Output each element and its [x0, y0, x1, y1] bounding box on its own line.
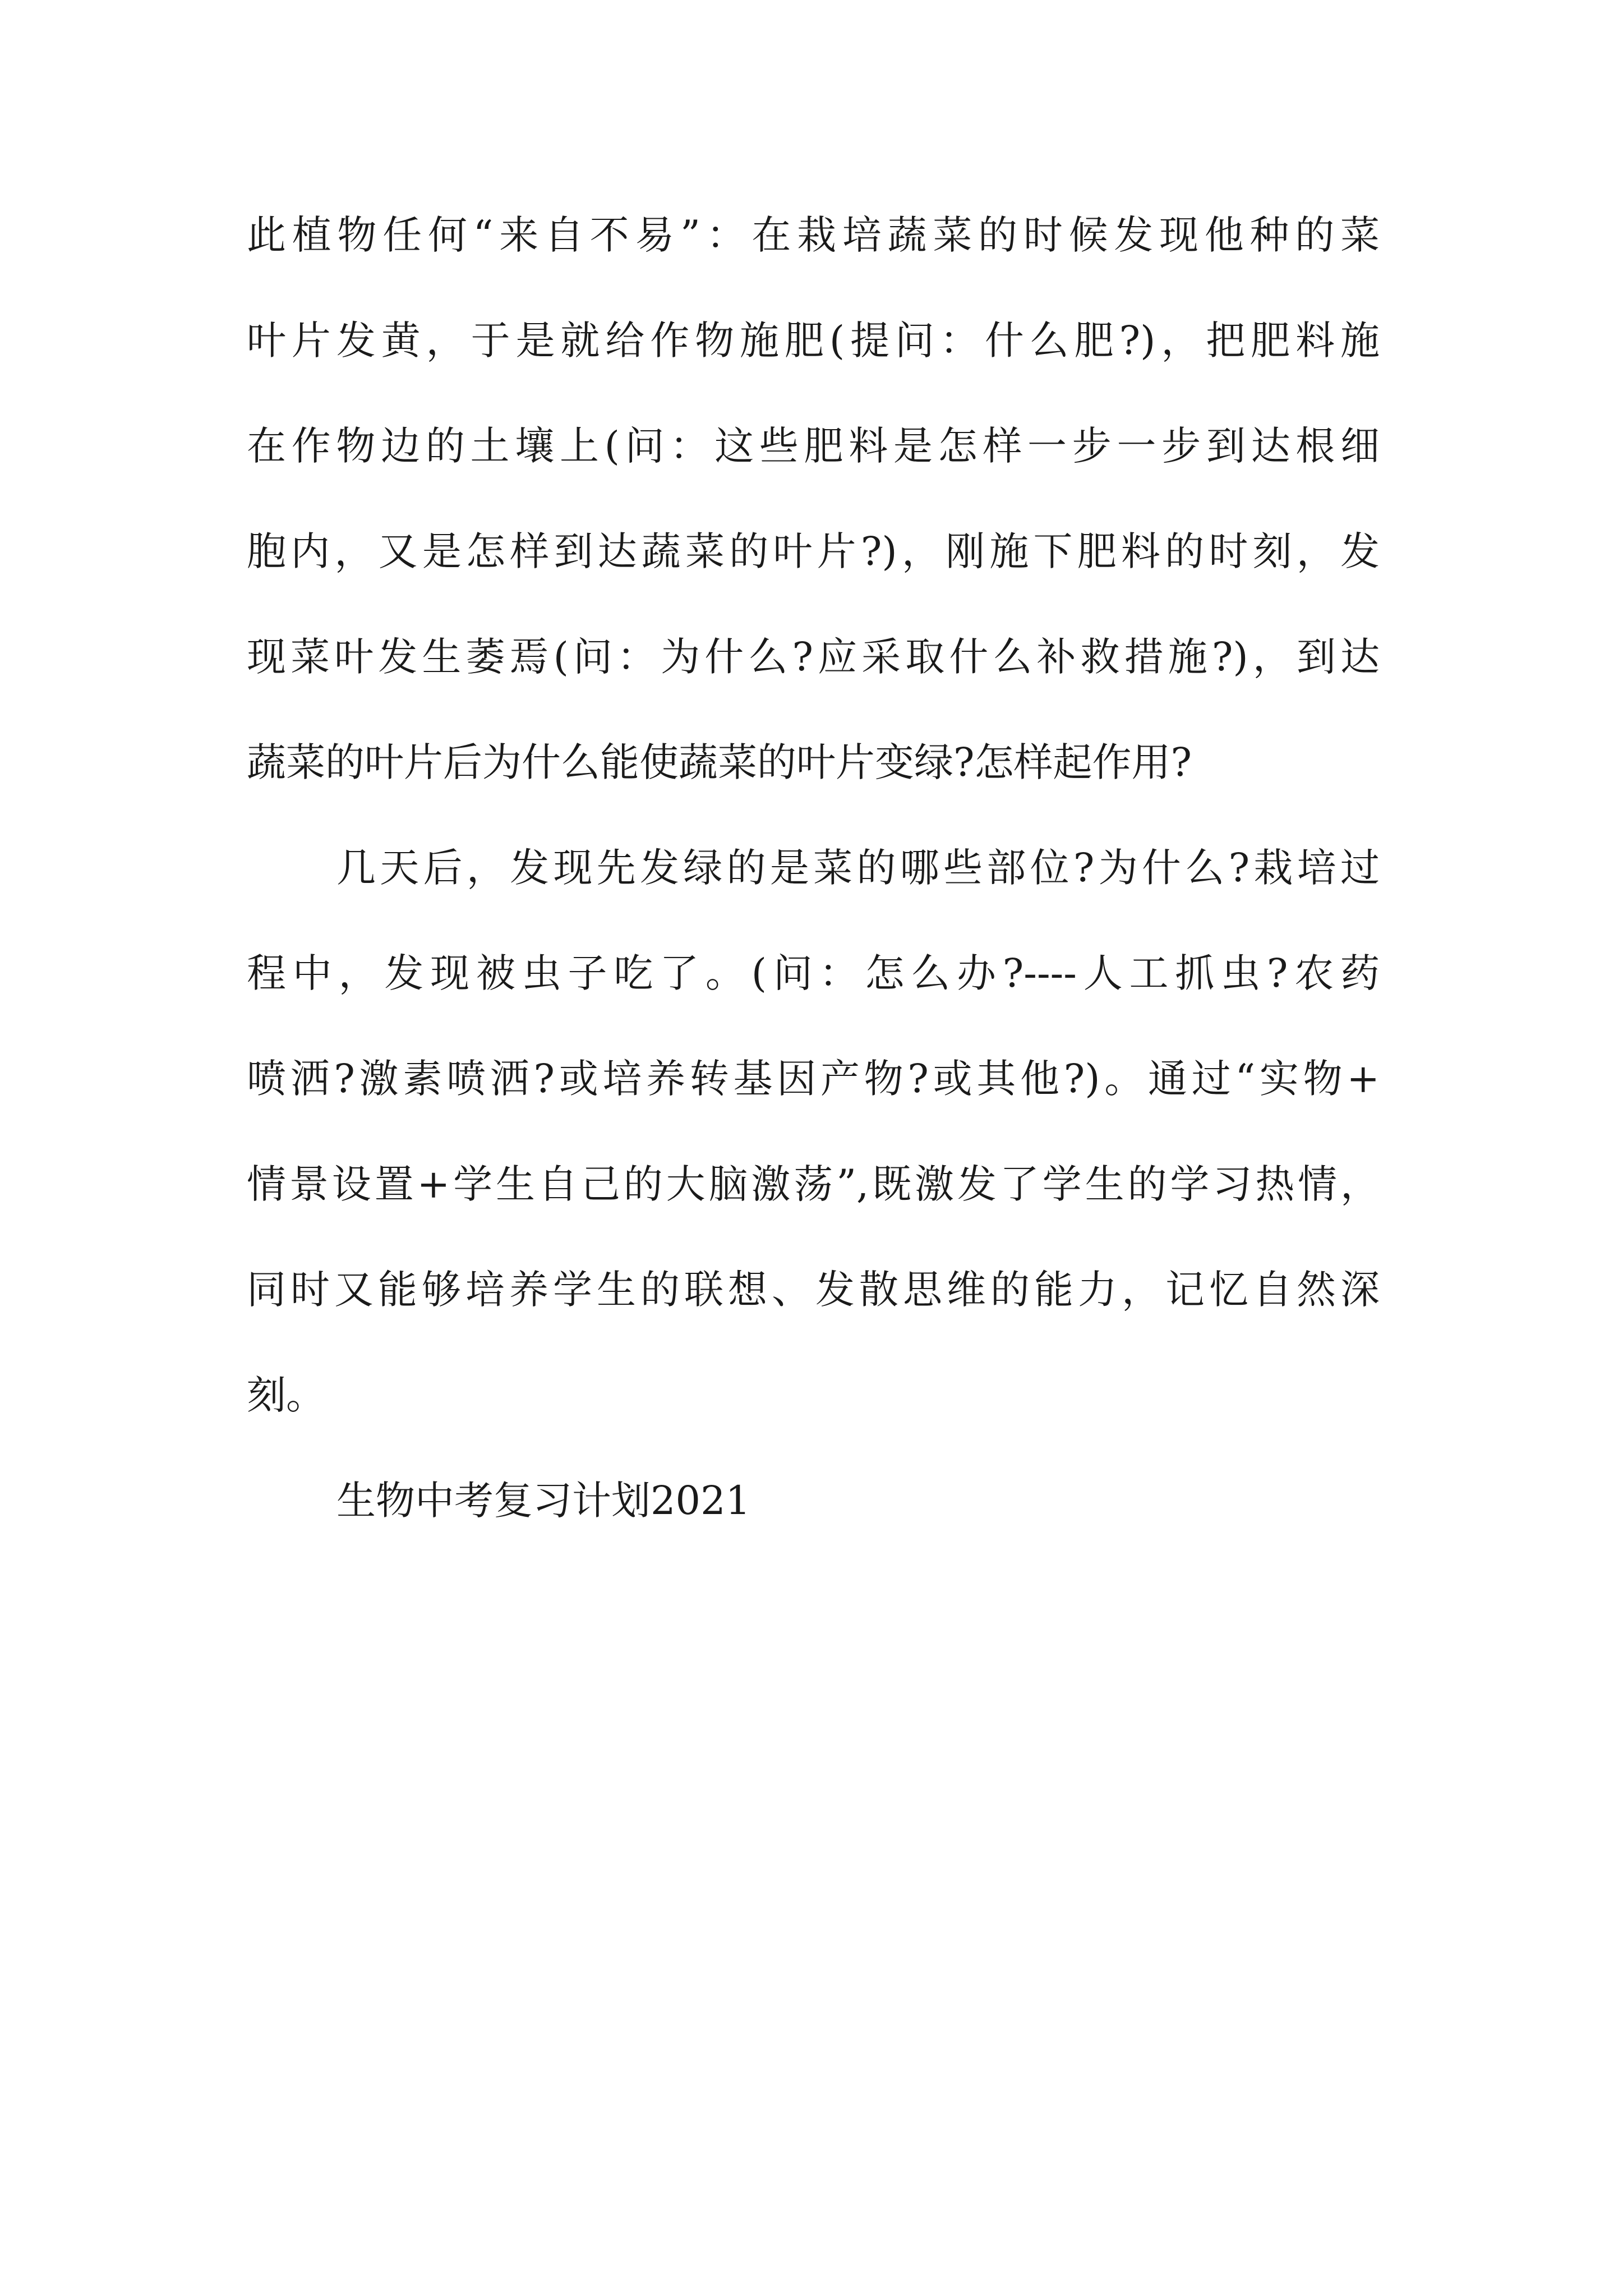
text-line: 叶片发黄，于是就给作物施肥(提问：什么肥?)，把肥料施 [247, 318, 1380, 364]
paragraph-followup [247, 841, 1380, 1421]
text-line: 蔬菜的叶片后为什么能使蔬菜的叶片变绿?怎样起作用? [247, 739, 1192, 785]
document-body [247, 209, 1380, 1580]
text-line: 胞内，又是怎样到达蔬菜的叶片?)，刚施下肥料的时刻，发 [247, 528, 1380, 574]
text-line: 在作物边的土壤上(问：这些肥料是怎样一步一步到达根细 [247, 423, 1380, 469]
text-line: 生物中考复习计划2021 [336, 1478, 751, 1524]
text-line: 此植物任何“来自不易”：在栽培蔬菜的时候发现他种的菜 [247, 212, 1380, 258]
text-line: 现菜叶发生萎焉(问：为什么?应采取什么补救措施?)，到达 [247, 634, 1380, 680]
text-line: 几天后，发现先发绿的是菜的哪些部位?为什么?栽培过 [336, 845, 1380, 891]
text-line: 程中，发现被虫子吃了。(问：怎么办?----人工抓虫?农药 [247, 950, 1380, 996]
text-line: 情景设置+学生自己的大脑激荡”,既激发了学生的学习热情， [247, 1161, 1380, 1207]
text-line: 同时又能够培养学生的联想、发散思维的能力，记忆自然深 [247, 1267, 1380, 1313]
paragraph-title-line [247, 1474, 1380, 1527]
text-line: 刻。 [247, 1372, 325, 1418]
text-line: 喷洒?激素喷洒?或培养转基因产物?或其他?)。通过“实物+ [247, 1056, 1380, 1102]
paragraph-intro [247, 209, 1380, 789]
